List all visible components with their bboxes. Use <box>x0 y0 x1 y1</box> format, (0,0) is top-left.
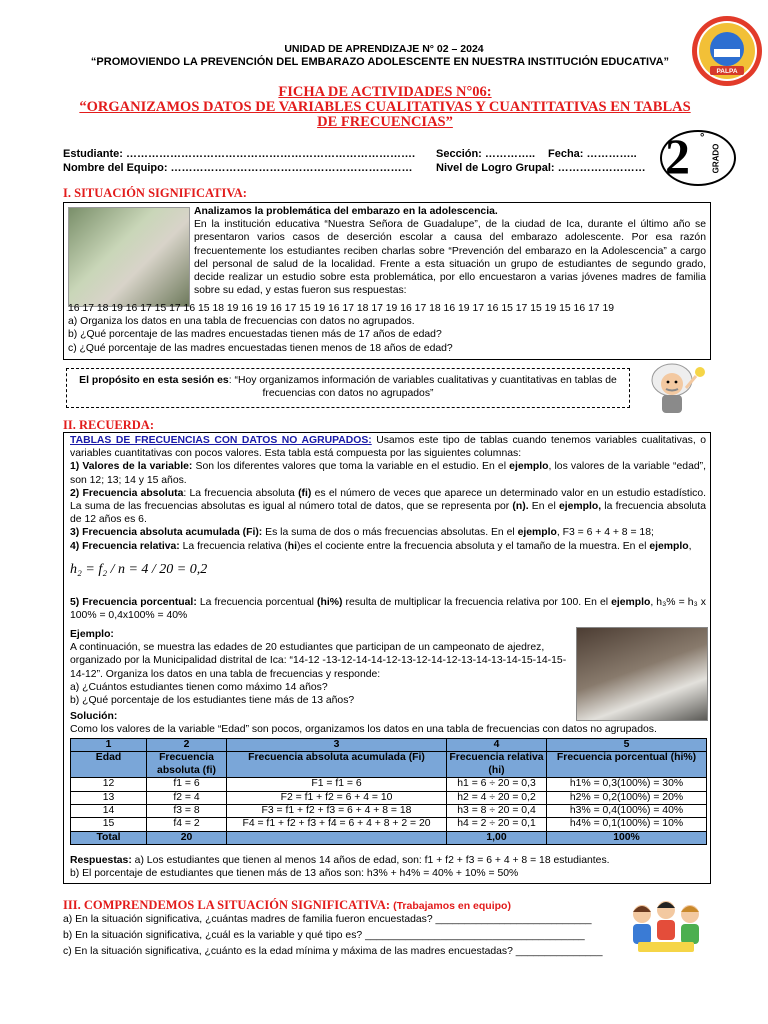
table-cell: F3 = f1 + f2 + f3 = 6 + 4 + 8 = 18 <box>227 805 447 818</box>
table-number-row <box>71 739 707 752</box>
logo-palpa-text: PALPA <box>716 68 738 75</box>
item5-label: 5) Frecuencia porcentual: <box>70 597 197 608</box>
team-field[interactable]: Nombre del Equipo: ………………………………………………………… <box>63 162 413 174</box>
table-col-number: 3 <box>227 739 447 752</box>
section-3-heading: III. COMPRENDEMOS LA SITUACIÓN SIGNIFICATIVA: <box>63 898 391 912</box>
table-cell: h2 = 4 ÷ 20 = 0,2 <box>447 791 547 804</box>
pregnancy-photo <box>68 207 190 307</box>
grade-number: 2 <box>665 128 690 184</box>
purpose-text: : “Hoy organizamos información de variables cualitativas y cuantitativas en tablas de frecuencias con datos no agrupados” <box>228 375 617 400</box>
table-cell: f4 = 2 <box>147 818 227 831</box>
example-body: A continuación, se muestra las edades de 20 estudiantes que participan de un campeonato de ajedrez, organizado por la Municipalidad distrital de Ica: “14-12 -13-12-14-14-12-13-12-14-12-13-14-13-14-15-14-15-14-12”. Organiza los datos en una tabla de frecuencias y responde: <box>70 642 567 680</box>
table-col-number: 4 <box>447 739 547 752</box>
situation-text <box>194 205 706 297</box>
question-a: a) Organiza los datos en una tabla de frecuencias con datos no agrupados. <box>68 316 415 328</box>
item1-text2: , los valores de la variable “edad”, son 12; 13; 14 y 15 años. <box>70 461 706 486</box>
item5-text2: resulta de multiplicar la frecuencia relativa por 100. En el <box>342 597 612 608</box>
item5-text: La frecuencia porcentual <box>196 597 318 608</box>
question-c: c) ¿Qué porcentaje de las madres encuestadas tienen menos de 18 años de edad? <box>68 342 453 354</box>
table-header-row <box>71 752 707 778</box>
table-cell: h1% = 0,3(100%) = 30% <box>547 778 707 791</box>
table-col-number: 5 <box>547 739 707 752</box>
level-field[interactable]: Nivel de Logro Grupal: …………………… <box>436 162 646 174</box>
table-total-cell: 1,00 <box>447 831 547 844</box>
example-question-a: a) ¿Cuántos estudiantes tienen como máximo 14 años? <box>70 681 328 693</box>
section-field[interactable]: Sección: ………….. <box>436 148 536 160</box>
section-2-title: II. RECUERDA: <box>63 418 154 432</box>
item3-ejemplo: ejemplo <box>517 527 557 539</box>
recuerda-text-2 <box>70 596 706 622</box>
unit-title: UNIDAD DE APRENDIZAJE N° 02 – 2024 <box>284 43 484 55</box>
recuerda-intro: Usamos este tipo de tablas cuando tenemos variables cualitativas, o variables cuantitativas con pocos valores. Esta tabla está compuesta por las siguientes columnas: <box>70 435 706 460</box>
example-text <box>70 628 570 707</box>
item2-ejemplo: ejemplo, <box>558 501 602 513</box>
answers-label: Respuestas: <box>70 855 132 866</box>
item2-fi: (fi) <box>298 487 312 499</box>
recuerda-text <box>70 434 706 553</box>
situation-data <box>68 302 708 355</box>
table-cell: 13 <box>71 791 147 804</box>
section-3-note: (Trabajamos en equipo) <box>393 900 511 912</box>
table-col-number: 2 <box>147 739 227 752</box>
item2-text3: En el <box>528 501 559 513</box>
table-cell: h2% = 0,2(100%) = 20% <box>547 791 707 804</box>
item4-ejemplo: ejemplo <box>649 540 689 552</box>
table-cell: h1 = 6 ÷ 20 = 0,3 <box>447 778 547 791</box>
comp-question-a[interactable]: a) En la situación significativa, ¿cuántas madres de familia fueron encuestadas? ___________________________ <box>63 914 592 925</box>
grade-word: GRADO <box>711 143 721 174</box>
purpose-label: El propósito en esta sesión es <box>79 375 229 386</box>
table-total-cell <box>227 831 447 844</box>
chess-photo <box>576 627 708 721</box>
frequency-table <box>70 738 707 845</box>
item4-label: 4) Frecuencia relativa: <box>70 540 180 552</box>
item2-text2: es el número de veces que aparece un determinado valor en un estudio estadístico. La suma de las frecuencias absolutas es igual al número total de datos, que se representa por <box>70 487 706 513</box>
table-row <box>71 818 707 831</box>
ficha-title-line1: FICHA DE ACTIVIDADES N°06: <box>278 84 492 100</box>
item5-ejemplo: ejemplo <box>611 597 651 608</box>
comp-question-c[interactable]: c) En la situación significativa, ¿cuánto es la edad mínima y máxima de las madres encuestadas? _______________ <box>63 946 603 957</box>
item4-hi: hi <box>287 540 297 552</box>
table-cell: F4 = f1 + f2 + f3 + f4 = 6 + 4 + 8 + 2 = 20 <box>227 818 447 831</box>
item4-text: La frecuencia relativa ( <box>179 540 288 552</box>
recuerda-heading: TABLAS DE FRECUENCIAS CON DATOS NO AGRUPADOS: <box>70 435 372 446</box>
item3-text: Es la suma de dos o más frecuencias absolutas. En el <box>262 527 518 539</box>
grade-word-wrap <box>710 140 722 180</box>
item5-hp: (hi%) <box>317 597 343 608</box>
solution-text <box>70 710 706 736</box>
table-row <box>71 778 707 791</box>
unit-theme: “PROMOVIENDO LA PREVENCIÓN DEL EMBARAZO ADOLESCENTE EN NUESTRA INSTITUCIÓN EDUCATIVA” <box>90 56 670 68</box>
table-cell: f1 = 6 <box>147 778 227 791</box>
solution-label: Solución: <box>70 711 118 722</box>
section-3-questions <box>63 912 623 960</box>
situation-lead: Analizamos la problemática del embarazo en la adolescencia. <box>194 206 498 217</box>
answer-a: a) Los estudiantes que tienen al menos 14 años de edad, son: f1 + f2 + f3 = 6 + 4 + 8 = 18 estudiantes. <box>131 855 610 866</box>
situation-body: En la institución educativa “Nuestra Señora de Guadalupe”, de la ciudad de Ica, durante el último año se presentaron varios casos de deserción escolar a causa del embarazo adolescente. Por esa razón frecuentemente los estudiantes reciben charlas sobre “Prevención del embarazo en la Adolescencia” a cargo del personal de salud de la localidad. Frente a esta situación un grupo de estudiantes de segundo grado, decide realizar un estudio sobre esta problemática, por ello encuestaron a varias jóvenes madres de familia sobre su edad, y estas fueron sus respuestas: <box>194 219 706 297</box>
table-cell: 15 <box>71 818 147 831</box>
item2-text4: la frecuencia absoluta de 12 años es 6. <box>70 501 706 526</box>
question-b: b) ¿Qué porcentaje de las madres encuestadas tienen más de 17 años de edad? <box>68 329 442 341</box>
table-header: Frecuencia absoluta acumulada (Fi) <box>227 752 447 778</box>
table-header: Frecuencia absoluta (fi) <box>147 752 227 778</box>
table-cell: f3 = 8 <box>147 805 227 818</box>
ficha-title-line3: DE FRECUENCIAS” <box>317 114 453 130</box>
table-cell: F1 = f1 = 6 <box>227 778 447 791</box>
item2-label: 2) Frecuencia absoluta <box>70 487 184 499</box>
einstein-icon <box>642 358 708 416</box>
table-cell: h4% = 0,1(100%) = 10% <box>547 818 707 831</box>
section-3-title <box>63 898 511 913</box>
table-total-cell: 20 <box>147 831 227 844</box>
item3-label: 3) Frecuencia absoluta acumulada (Fi): <box>70 527 263 539</box>
table-cell: h4 = 2 ÷ 20 = 0,1 <box>447 818 547 831</box>
solution-body: Como los valores de la variable “Edad” son pocos, organizamos los datos en una tabla de frecuencias con datos no agrupados. <box>70 724 657 736</box>
table-col-number: 1 <box>71 739 147 752</box>
date-field[interactable]: Fecha: ………….. <box>548 148 637 160</box>
ficha-title <box>60 85 710 130</box>
ficha-title-line2: “ORGANIZAMOS DATOS DE VARIABLES CUALITATIVAS Y CUANTITATIVAS EN TABLAS <box>79 99 691 115</box>
table-total-cell: 100% <box>547 831 707 844</box>
ugel-logo-icon <box>690 14 764 88</box>
table-cell: f2 = 4 <box>147 791 227 804</box>
table-total-row <box>71 831 707 844</box>
table-total-cell: Total <box>71 831 147 844</box>
student-field[interactable]: Estudiante: ……………………………………………………………………. <box>63 148 416 160</box>
table-cell: h3 = 8 ÷ 20 = 0,4 <box>447 805 547 818</box>
item2-n: (n). <box>512 501 529 513</box>
item1-label: 1) Valores de la variable: <box>70 461 193 473</box>
students-group-icon <box>620 896 710 960</box>
item1-ejemplo: ejemplo <box>509 461 549 473</box>
table-row <box>71 791 707 804</box>
table-header: Edad <box>71 752 147 778</box>
table-row <box>71 805 707 818</box>
table-cell: 12 <box>71 778 147 791</box>
grade-degree-sign: ° <box>700 132 705 144</box>
table-header: Frecuencia porcentual (hi%) <box>547 752 707 778</box>
table-header: Frecuencia relativa (hi) <box>447 752 547 778</box>
answer-b: b) El porcentaje de estudiantes que tienen más de 13 años son: h3% + h4% = 40% + 10% = 50% <box>70 868 519 880</box>
item4-text2: )es el cociente entre la frecuencia absoluta y el tamaño de la muestra. En el <box>296 540 650 552</box>
section-1-title: I. SITUACIÓN SIGNIFICATIVA: <box>63 186 247 200</box>
example-question-b: b) ¿Qué porcentaje de los estudiantes tiene más de 13 años? <box>70 695 355 707</box>
item1-text: Son los diferentes valores que toma la variable en el estudio. En el <box>192 461 510 473</box>
item5-text3: , h₃% = h₃ x 100% = 0,4x100% = 40% <box>70 597 706 622</box>
relative-frequency-formula: h₂ = f₂ / n = 4 / 20 = 0,2 <box>70 562 208 577</box>
table-cell: h3% = 0,4(100%) = 40% <box>547 805 707 818</box>
item2-text: : La frecuencia absoluta <box>183 487 299 499</box>
table-cell: F2 = f1 + f2 = 6 + 4 = 10 <box>227 791 447 804</box>
item4-text3: , <box>688 540 692 552</box>
example-label: Ejemplo: <box>70 629 114 640</box>
purpose-box <box>66 368 630 408</box>
ages-data: 16 17 18 19 16 17 15 17 16 15 18 19 16 19 16 17 15 19 16 17 18 17 19 16 17 18 16 19 17 16 15 17 15 19 15 16 17 19 <box>68 303 615 314</box>
table-cell: 14 <box>71 805 147 818</box>
comp-question-b[interactable]: b) En la situación significativa, ¿cuál es la variable y qué tipo es? ______________________________________ <box>63 930 585 941</box>
item3-text2: , F3 = 6 + 4 + 8 = 18; <box>556 527 654 539</box>
answers-text <box>70 854 706 880</box>
